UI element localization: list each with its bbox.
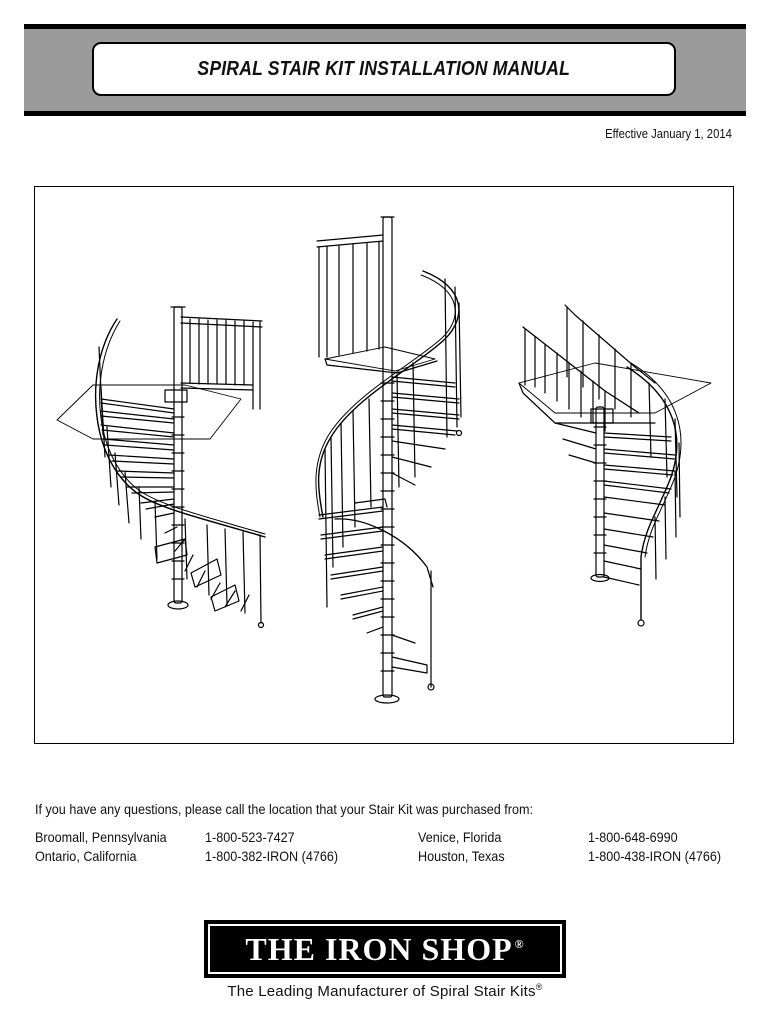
stair-figure-frame	[34, 186, 734, 744]
location-phone: 1-800-523-7427	[205, 829, 295, 845]
logo-wordmark	[245, 931, 524, 968]
title-box	[92, 42, 676, 96]
effective-date: Effective January 1, 2014	[605, 127, 732, 141]
contact-intro: If you have any questions, please call the location that your Stair Kit was purchased from:	[35, 801, 533, 817]
tagline	[205, 982, 565, 1000]
location-phone: 1-800-382-IRON (4766)	[205, 848, 339, 864]
location-phone: 1-800-438-IRON (4766)	[588, 848, 722, 864]
registered-mark: ®	[514, 936, 525, 951]
iron-shop-logo	[204, 920, 566, 978]
spiral-stair-illustration-icon	[35, 187, 735, 745]
location-phone: 1-800-648-6990	[588, 829, 678, 845]
left-stair-icon	[57, 307, 265, 628]
center-stair-icon	[316, 217, 462, 703]
logo-inner-frame	[208, 924, 562, 974]
location-city: Houston, Texas	[418, 848, 505, 864]
tagline-registered-mark: ®	[535, 982, 543, 992]
location-city: Ontario, California	[35, 848, 137, 864]
location-city: Broomall, Pennsylvania	[35, 829, 167, 845]
tagline-text: The Leading Manufacturer of Spiral Stair Kits	[227, 983, 536, 1000]
logo-text: THE IRON SHOP	[245, 930, 513, 967]
document-title: SPIRAL STAIR KIT INSTALLATION MANUAL	[197, 57, 571, 80]
right-stair-icon	[519, 305, 711, 626]
location-city: Venice, Florida	[418, 829, 502, 845]
